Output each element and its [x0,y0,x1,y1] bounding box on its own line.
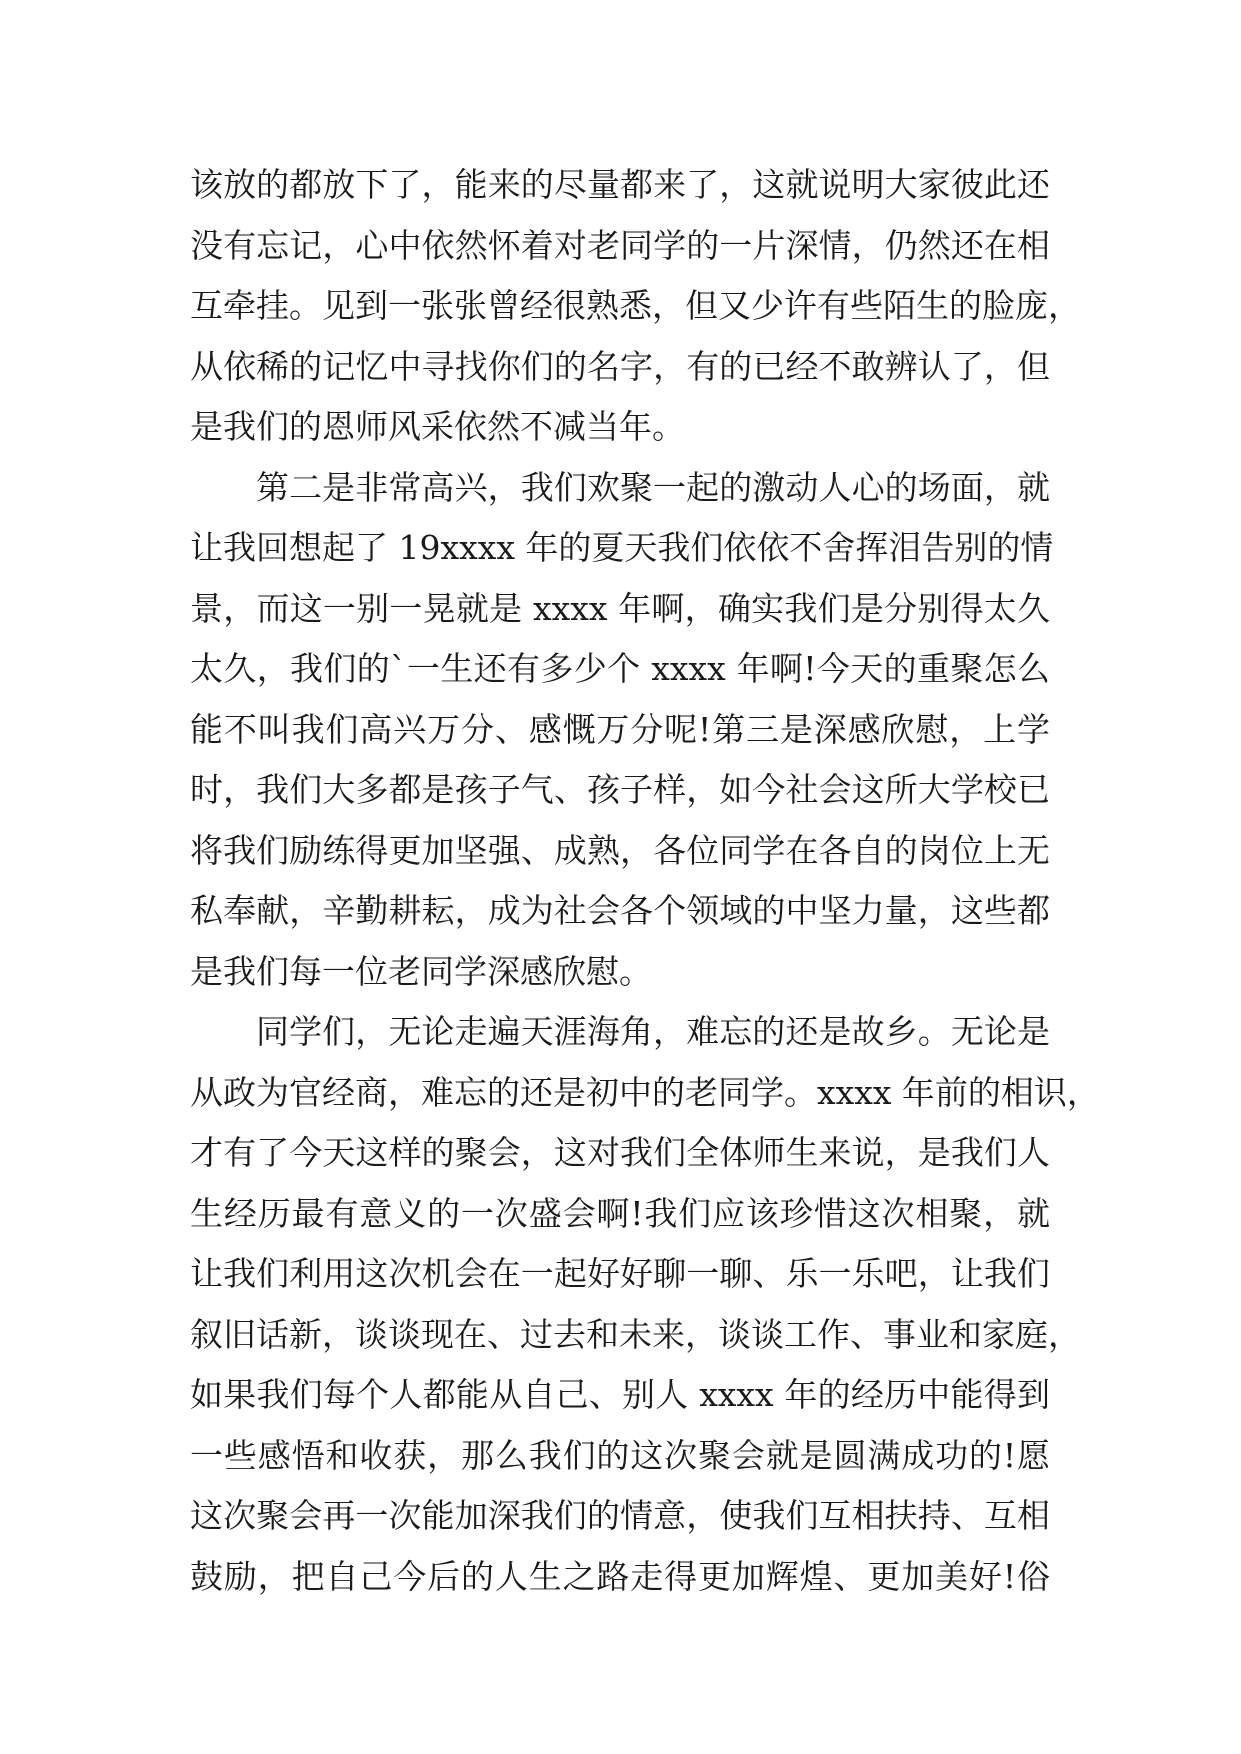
text-line: 一些感悟和收获，那么我们的这次聚会就是圆满成功的!愿 [190,1435,1050,1475]
text-line: 才有了今天这样的聚会，这对我们全体师生来说，是我们人 [190,1133,1050,1172]
text-line: 让我回想起了 19xxxx 年的夏天我们依依不舍挥泪告别的情 [190,528,1054,567]
text-line: 互牵挂。见到一张张曾经很熟悉，但又少许有些陌生的脸庞， [190,286,1081,325]
text-line: 能不叫我们高兴万分、感慨万分呢!第三是深感欣慰，上学 [190,709,1050,749]
text-line: 时，我们大多都是孩子气、孩子样，如今社会这所大学校已 [190,770,1050,809]
text-line: 景，而这一别一晃就是 xxxx 年啊，确实我们是分别得太久 [190,588,1050,628]
text-line: 没有忘记，心中依然怀着对老同学的一片深情，仍然还在相 [190,225,1050,265]
text-line: 是我们每一位老同学深感欣慰。 [190,951,652,991]
text-line: 将我们励练得更加坚强、成熟，各位同学在各自的岗位上无 [190,830,1050,870]
text-line: 从政为官经商，难忘的还是初中的老同学。xxxx 年前的相识， [190,1072,1100,1112]
paragraph-first-line: 同学们，无论走遍天涯海角，难忘的还是故乡。无论是 [256,1012,1050,1051]
text-line: 如果我们每个人都能从自己、别人 xxxx 年的经历中能得到 [190,1375,1050,1414]
text-line: 让我们利用这次机会在一起好好聊一聊、乐一乐吧，让我们 [190,1254,1050,1293]
text-line: 从依稀的记忆中寻找你们的名字，有的已经不敢辨认了，但 [190,346,1050,386]
text-line: 该放的都放下了，能来的尽量都来了，这就说明大家彼此还 [190,165,1050,204]
text-line: 生经历最有意义的一次盛会啊!我们应该珍惜这次相聚，就 [190,1193,1050,1233]
document-body [190,155,1100,1607]
text-line: 这次聚会再一次能加深我们的情意，使我们互相扶持、互相 [190,1496,1050,1535]
text-line: 是我们的恩师风采依然不减当年。 [190,407,685,446]
text-line: 叙旧话新，谈谈现在、过去和未来，谈谈工作、事业和家庭， [190,1314,1081,1354]
text-line: 太久，我们的`一生还有多少个 xxxx 年啊!今天的重聚怎么 [190,649,1050,688]
text-line: 鼓励，把自己今后的人生之路走得更加辉煌、更加美好!俗 [190,1556,1050,1596]
paragraph-first-line: 第二是非常高兴，我们欢聚一起的激动人心的场面，就 [256,467,1050,507]
text-line: 私奉献，辛勤耕耘，成为社会各个领域的中坚力量，这些都 [190,891,1050,930]
